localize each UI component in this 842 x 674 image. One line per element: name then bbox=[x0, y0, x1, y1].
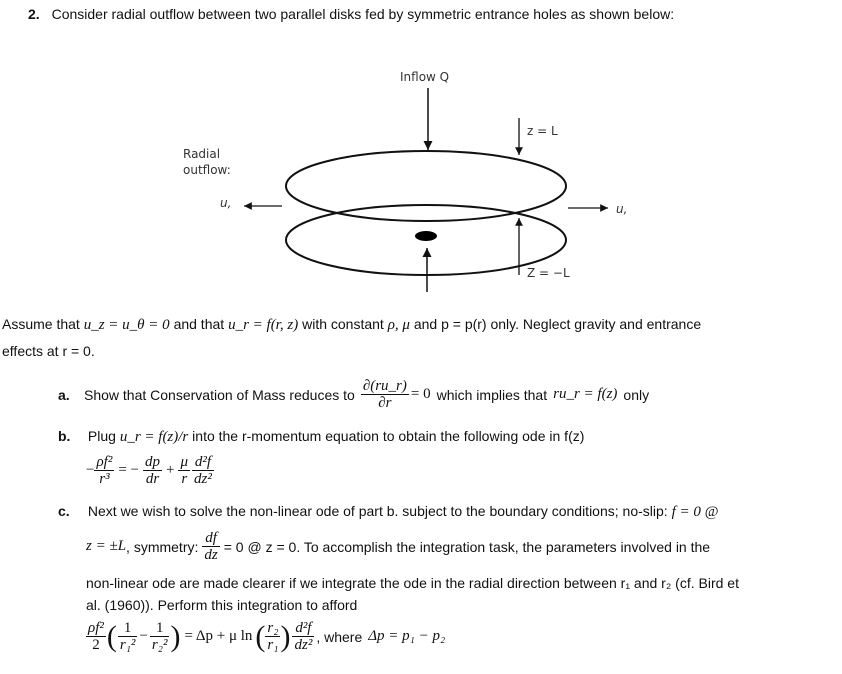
problem-statement: Consider radial outflow between two parallel disks fed by symmetric entrance holes as shown below: bbox=[51, 6, 675, 22]
radial-outflow-label-1: Radial bbox=[183, 147, 221, 161]
part-c-line-2: z = ±L , symmetry: $\frac{df}{dz}$ = 0 @ z = 0. To accomplish the integration task, the parameters involved in the bbox=[86, 530, 711, 563]
part-c-line-1: c. Next we wish to solve the non-linear ode of part b. subject to the boundary conditions; no-slip: f = 0 @ bbox=[58, 503, 719, 520]
assumption-eq-2: u_r = f(r, z) bbox=[228, 317, 299, 333]
part-a: a. Show that Conservation of Mass reduces to $\frac{\partial(ru\_r)}{\partial r}$ = 0 which implies that ru_r = f(z) only bbox=[58, 378, 650, 411]
part-c-label: c. bbox=[58, 503, 70, 519]
part-a-fraction: $\frac{\partial(ru\_r)}{\partial r}$ bbox=[362, 378, 407, 411]
assumption-eq-3: ρ, μ bbox=[387, 317, 410, 333]
part-b-eq: u_r = f(z)/r bbox=[119, 429, 189, 445]
ode-equation: − $\frac{\text{ρf²}}{\text{r³}}$ = − $\frac{dp}{dr}$ + $\frac{\mu}{r}$ $\frac{\text{d²f}}{\text{dz²}}$ bbox=[86, 454, 212, 487]
z-top-label: z = L bbox=[527, 124, 558, 138]
delta-p-definition: Δp = p₁ − p₂ bbox=[368, 628, 446, 644]
part-c-line-3: non-linear ode are made clearer if we integrate the ode in the radial direction between r₁ and r₂ (cf. Bird et bbox=[86, 575, 739, 591]
part-a-label: a. bbox=[58, 386, 70, 403]
assumption-line-1: Assume that u_z = u_θ = 0 and that u_r = f(r, z) with constant ρ, μ and p = p(r) only. Neglect gravity and entrance bbox=[2, 316, 702, 333]
integrated-equation: $\frac{\text{ρf²}}{2}$ ( $\frac{1}{\text{r₁²}}$ − $\frac{1}{\text{r₂²}}$ ) = Δp + μ ln ( $\frac{\text{r₂}}{\text{r₁}}$ ) $\frac{\text{d²f}}{\text{dz²}}$ , where Δp = p₁ − p₂ bbox=[88, 619, 446, 653]
inflow-label: Inflow Q bbox=[400, 70, 450, 84]
z-bottom-label: Z = −L bbox=[527, 266, 570, 280]
problem-number: 2. bbox=[28, 6, 40, 22]
disk-flow-diagram bbox=[0, 0, 842, 300]
center-hole bbox=[415, 231, 437, 241]
assumption-line-2: effects at r = 0. bbox=[2, 343, 95, 359]
radial-outflow-label-2: outflow: bbox=[183, 163, 231, 177]
part-b: b. Plug u_r = f(z)/r into the r-momentum equation to obtain the following ode in f(z) bbox=[58, 428, 585, 445]
ur-right-label: u, bbox=[616, 202, 628, 216]
part-b-label: b. bbox=[58, 428, 71, 444]
part-a-eq-2: ru_r = f(z) bbox=[553, 386, 618, 402]
ur-left-label: u, bbox=[220, 196, 232, 210]
part-c-line-4: al. (1960)). Perform this integration to afford bbox=[86, 597, 358, 613]
assumption-eq-1: u_z = u_θ = 0 bbox=[83, 317, 170, 333]
top-disk bbox=[286, 151, 566, 221]
